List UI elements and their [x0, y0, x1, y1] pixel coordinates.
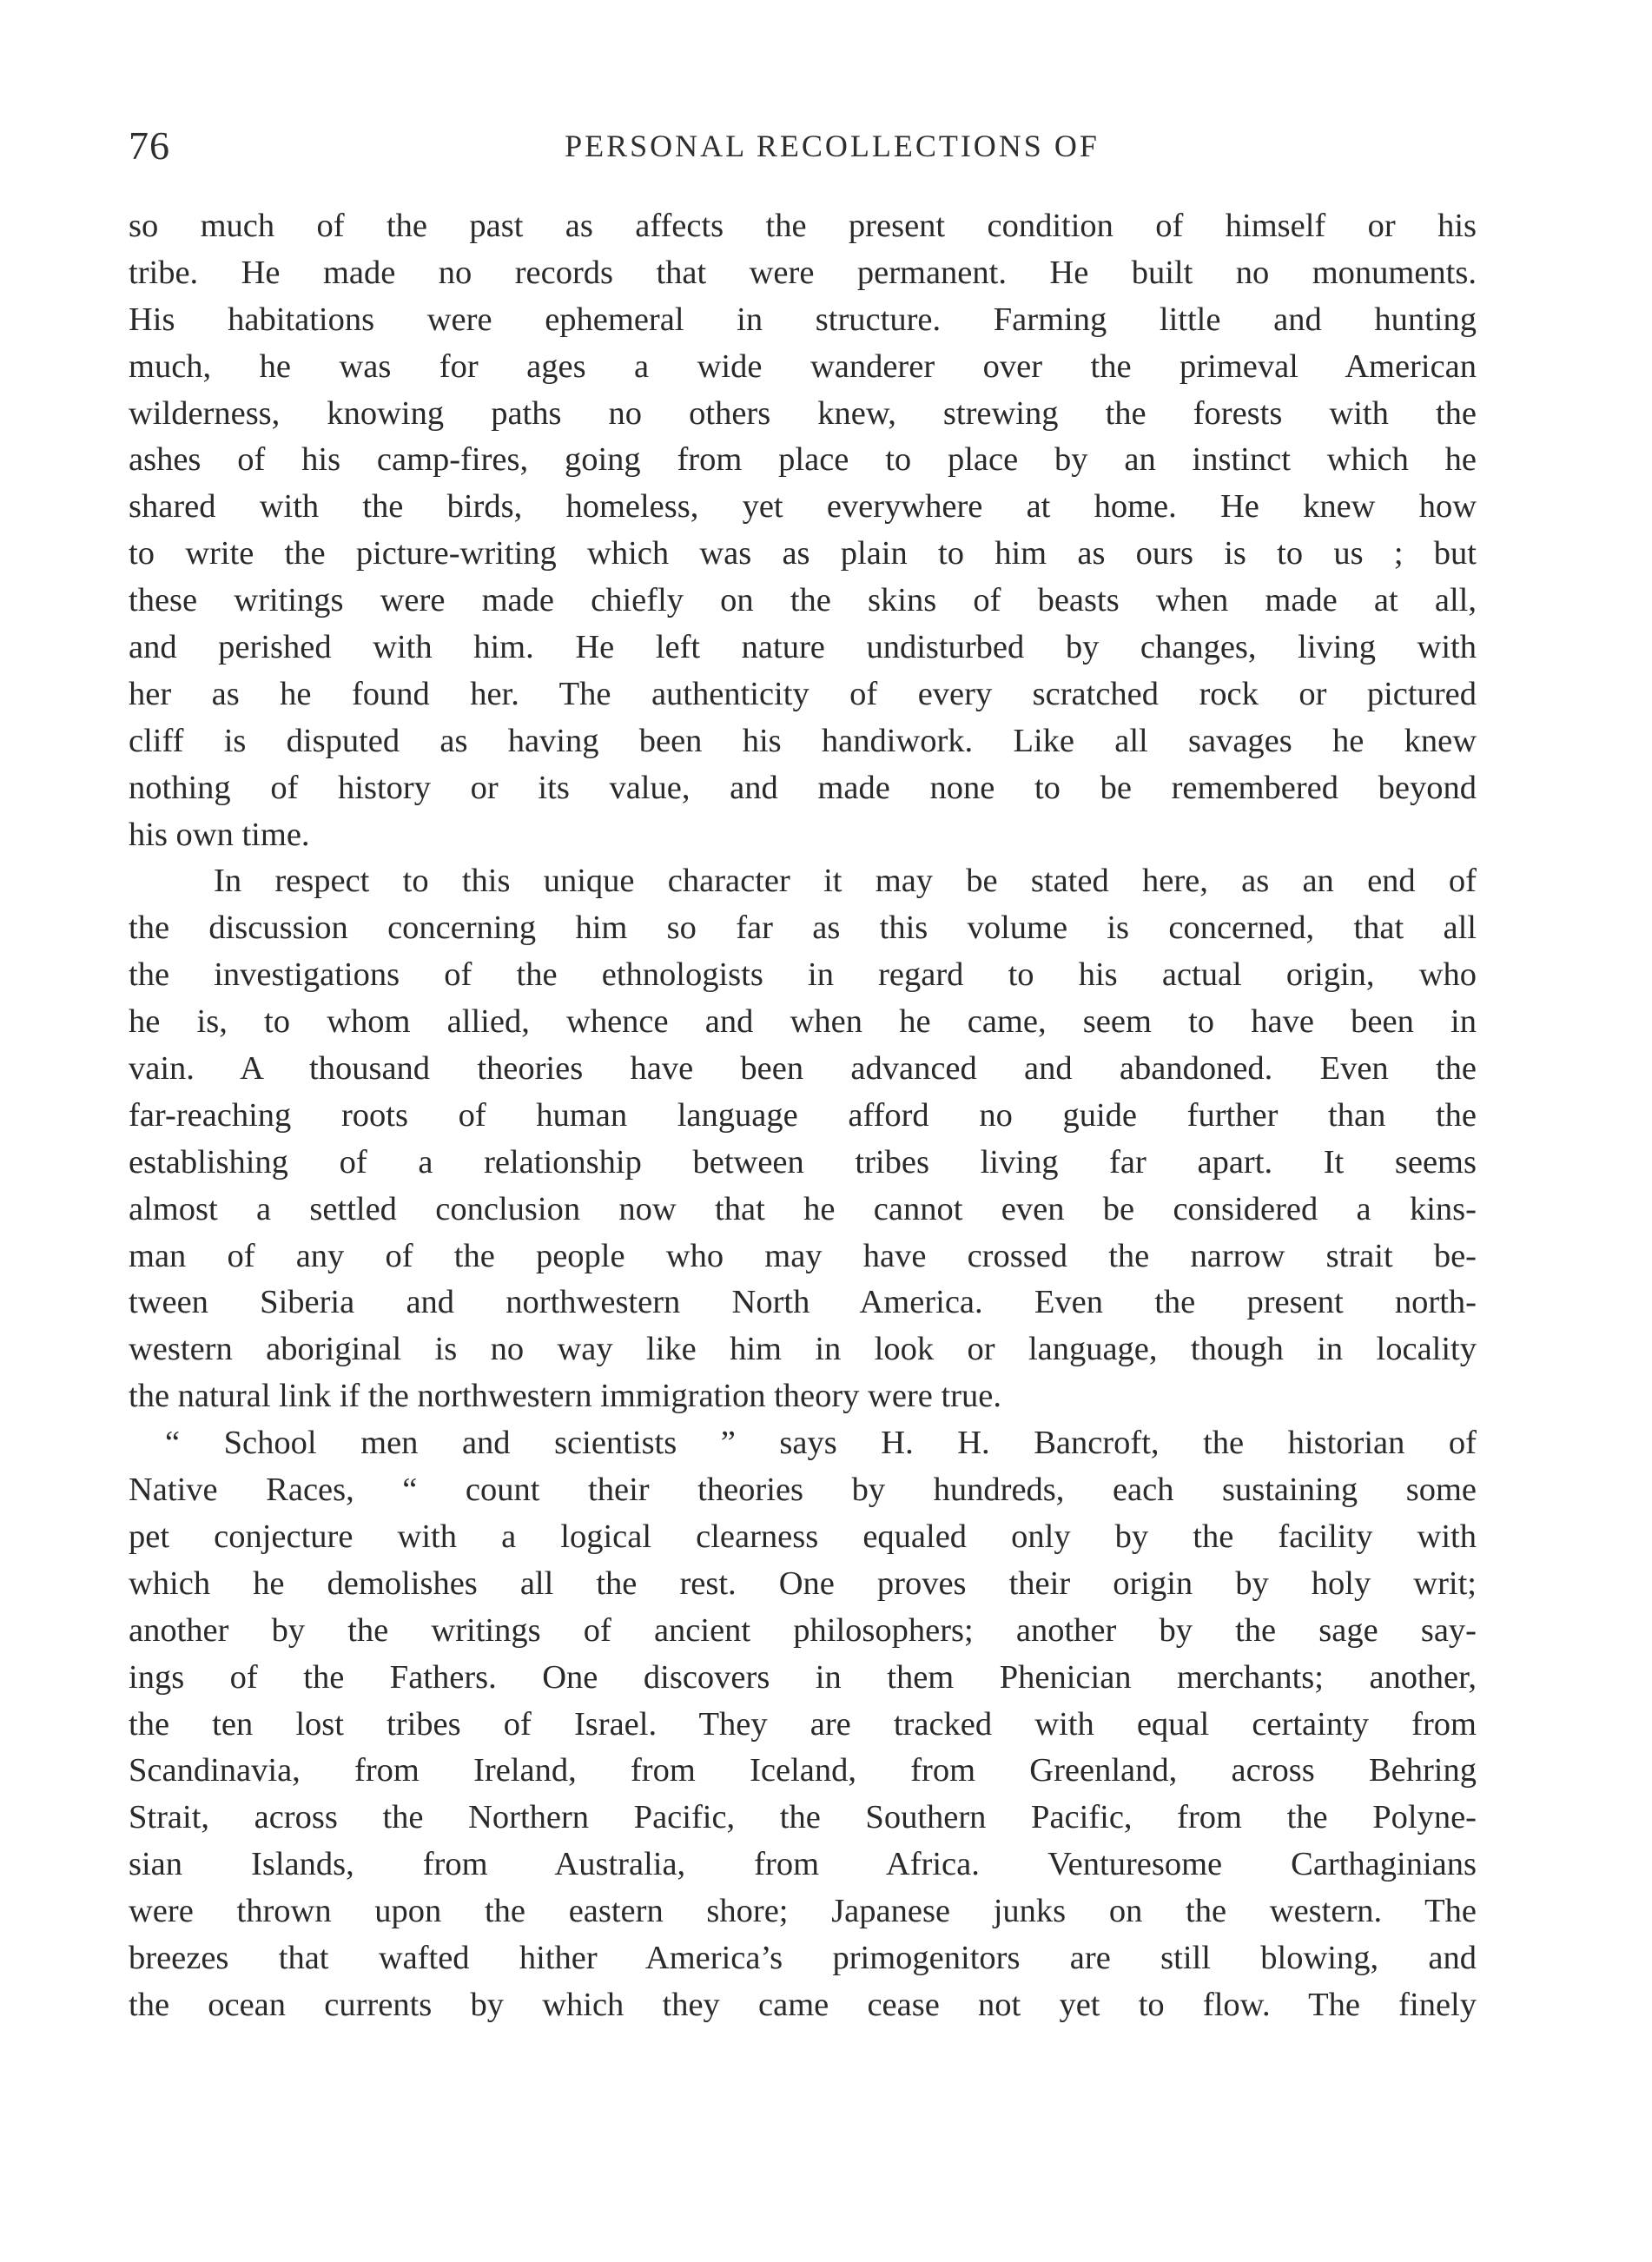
- text-line: much, he was for ages a wide wanderer over the primeval American: [129, 347, 1477, 385]
- text-line: these writings were made chiefly on the skins of beasts when made at all,: [129, 582, 1477, 619]
- text-line: which he demolishes all the rest. One proves their origin by holy writ;: [129, 1564, 1477, 1602]
- text-line: tribe. He made no records that were permanent. He built no monuments.: [129, 254, 1477, 291]
- text-line: the investigations of the ethnologists in regard to his actual origin, who: [129, 956, 1477, 994]
- text-line: Strait, across the Northern Pacific, the Southern Pacific, from the Polyne-: [129, 1799, 1477, 1836]
- text-line: tween Siberia and northwestern North America. Even the present north-: [129, 1284, 1477, 1321]
- text-line: to write the picture-writing which was as plain to him as ours is to us ; but: [129, 535, 1477, 572]
- text-line: establishing of a relationship between tribes living far apart. It seems: [129, 1143, 1477, 1181]
- text-line: and perished with him. He left nature undisturbed by changes, living with: [129, 629, 1477, 666]
- text-line: shared with the birds, homeless, yet everywhere at home. He knew how: [129, 488, 1477, 526]
- text-line: ings of the Fathers. One discovers in them Phenician merchants; another,: [129, 1658, 1477, 1696]
- text-line: man of any of the people who may have crossed the narrow strait be-: [129, 1237, 1477, 1274]
- text-line: Native Races, “ count their theories by hundreds, each sustaining some: [129, 1472, 1477, 1509]
- text-line: the ocean currents by which they came cease not yet to flow. The finely: [129, 1986, 1477, 2023]
- text-line: far-reaching roots of human language afford no guide further than the: [129, 1096, 1477, 1134]
- paragraph: [129, 858, 1477, 1420]
- running-title: PERSONAL RECOLLECTIONS OF: [565, 129, 1100, 163]
- text-line: breezes that wafted hither America’s primogenitors are still blowing, and: [129, 1939, 1477, 1976]
- text-line: almost a settled conclusion now that he cannot even be considered a kins-: [129, 1190, 1477, 1227]
- text-line: wilderness, knowing paths no others knew, strewing the forests with the: [129, 394, 1477, 432]
- text-line: ashes of his camp-fires, going from place to place by an instinct which he: [129, 441, 1477, 479]
- text-line: so much of the past as affects the present condition of himself or his: [129, 208, 1477, 244]
- paragraph: [129, 203, 1477, 858]
- text-line: the discussion concerning him so far as this volume is concerned, that all: [129, 909, 1477, 947]
- text-line: cliff is disputed as having been his handiwork. Like all savages he knew: [129, 722, 1477, 759]
- text-line: sian Islands, from Australia, from Africa. Venturesome Carthaginians: [129, 1846, 1477, 1883]
- text-line: western aboriginal is no way like him in look or language, though in locality: [129, 1331, 1477, 1368]
- text-line: his own time.: [129, 816, 310, 853]
- text-line: In respect to this unique character it may be stated here, as an end of: [214, 863, 1477, 900]
- text-line: nothing of history or its value, and made none to be remembered beyond: [129, 769, 1477, 806]
- body-text: [129, 203, 1477, 2029]
- text-line: the natural link if the northwestern immigration theory were true.: [129, 1378, 1001, 1415]
- text-line: he is, to whom allied, whence and when he came, seem to have been in: [129, 1003, 1477, 1041]
- text-line: vain. A thousand theories have been advanced and abandoned. Even the: [129, 1050, 1477, 1088]
- text-line: the ten lost tribes of Israel. They are tracked with equal certainty from: [129, 1705, 1477, 1743]
- text-line: His habitations were ephemeral in structure. Farming little and hunting: [129, 301, 1477, 338]
- text-line: “ School men and scientists ” says H. H. Bancroft, the historian of: [165, 1425, 1477, 1462]
- text-line: Scandinavia, from Ireland, from Iceland, from Greenland, across Behring: [129, 1752, 1477, 1789]
- running-head: [129, 120, 1501, 172]
- paragraph: [129, 1420, 1477, 2029]
- text-line: her as he found her. The authenticity of every scratched rock or pictured: [129, 675, 1477, 712]
- text-line: were thrown upon the eastern shore; Japanese junks on the western. The: [129, 1893, 1477, 1930]
- text-line: pet conjecture with a logical clearness equaled only by the facility with: [129, 1518, 1477, 1555]
- text-line: another by the writings of ancient philosophers; another by the sage say-: [129, 1611, 1477, 1649]
- page-number: 76: [129, 123, 170, 168]
